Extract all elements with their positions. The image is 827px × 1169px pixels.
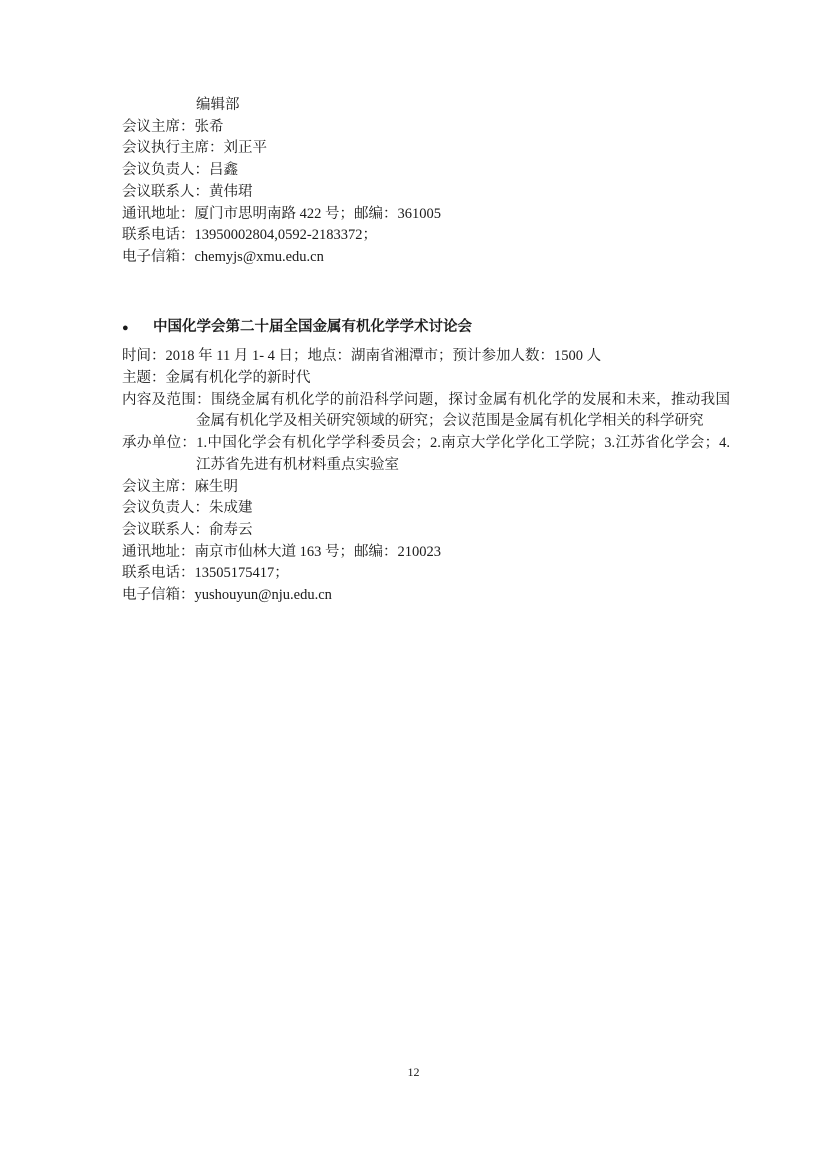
field-value: 俞寿云 — [209, 521, 253, 538]
field-label: 会议负责人： — [122, 162, 209, 179]
field-label: 会议主席： — [122, 478, 195, 495]
field-value: 朱成建 — [209, 500, 253, 517]
field-label: 通讯地址： — [122, 543, 195, 560]
field-label: 承办单位： — [122, 435, 197, 452]
conference-title: 中国化学会第二十届全国金属有机化学学术讨论会 — [153, 318, 472, 335]
field-label: 联系电话： — [122, 565, 195, 582]
field-row-chair — [122, 477, 730, 499]
field-row-email — [122, 585, 730, 607]
continuation-line: 编辑部 — [196, 97, 240, 113]
field-label: 会议负责人： — [122, 500, 209, 517]
field-row-person-in-charge — [122, 160, 730, 182]
conference-block — [122, 317, 730, 607]
field-label: 时间： — [122, 348, 166, 365]
page-content — [122, 95, 730, 607]
field-value: 2018 年 11 月 1- 4 日；地点：湖南省湘潭市；预计参加人数：1500 人 — [165, 348, 602, 365]
field-value: 张希 — [194, 118, 224, 135]
field-label: 会议联系人： — [122, 521, 209, 538]
field-value: 南京市仙林大道 163 号；邮编：210023 — [194, 543, 441, 560]
field-row-person-in-charge — [122, 498, 730, 520]
field-label: 通讯地址： — [122, 205, 195, 222]
field-label: 主题： — [122, 370, 166, 387]
field-label: 会议主席： — [122, 118, 195, 135]
field-value: chemyjs@xmu.edu.cn — [194, 248, 324, 265]
field-value: 13505175417； — [194, 565, 289, 582]
field-row-email — [122, 247, 730, 269]
field-value: 厦门市思明南路 422 号；邮编：361005 — [194, 205, 441, 222]
field-value: 金属有机化学的新时代 — [165, 370, 311, 387]
field-value: 麻生明 — [194, 478, 238, 495]
field-row-address — [122, 204, 730, 226]
field-row-scope — [122, 390, 730, 433]
field-label: 电子信箱： — [122, 248, 195, 265]
field-label: 会议联系人： — [122, 183, 209, 200]
field-label: 会议执行主席： — [122, 140, 224, 157]
field-row-theme — [122, 368, 730, 390]
page-number: 12 — [407, 1065, 420, 1079]
field-row-address — [122, 542, 730, 564]
conference-title-row — [122, 317, 730, 340]
field-label: 内容及范围： — [122, 391, 212, 408]
field-value: 13950002804,0592-2183372； — [194, 227, 377, 244]
field-row-phone — [122, 225, 730, 247]
field-label: 联系电话： — [122, 227, 195, 244]
field-value: 1.中国化学会有机化学学科委员会；2.南京大学化学化工学院；3.江苏省化学会；4.江苏省先进有机材料重点实验室 — [196, 435, 731, 473]
field-value: 刘正平 — [223, 140, 267, 157]
field-row-chair — [122, 117, 730, 139]
field-row-time-location — [122, 346, 730, 368]
field-value: 围绕金属有机化学的前沿科学问题，探讨金属有机化学的发展和未来，推动我国金属有机化学及相关研究领域的研究；会议范围是金属有机化学相关的科学研究 — [196, 391, 731, 430]
field-row-executive-chair — [122, 138, 730, 160]
field-value: 黄伟珺 — [209, 183, 253, 200]
field-label: 电子信箱： — [122, 587, 195, 604]
field-row-contact-person — [122, 520, 730, 542]
bullet-icon: ● — [122, 321, 129, 334]
field-row-contact-person — [122, 182, 730, 204]
field-value: 吕鑫 — [209, 162, 238, 179]
field-value: yushouyun@nju.edu.cn — [194, 587, 332, 604]
field-row-organizers — [122, 433, 730, 476]
field-row-phone — [122, 563, 730, 585]
previous-conference-block — [122, 95, 730, 269]
